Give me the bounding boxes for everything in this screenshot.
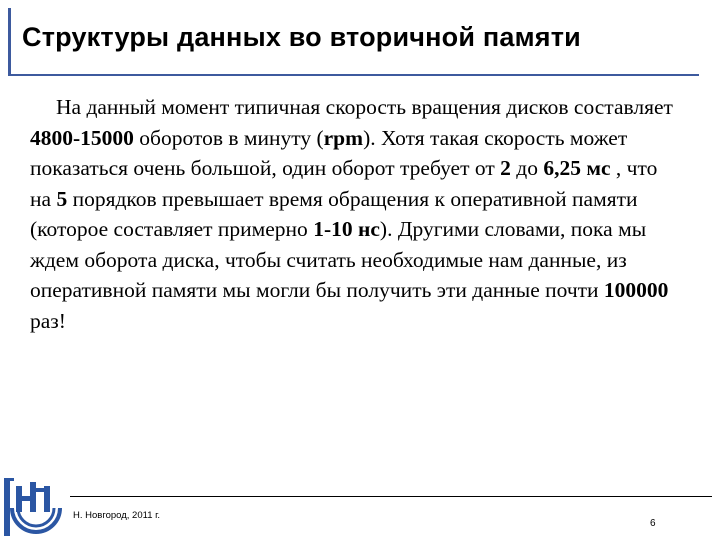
- slide-title: Структуры данных во вторичной памяти: [22, 22, 581, 52]
- body-bold-run: 2: [500, 156, 511, 180]
- body-bold-run: 100000: [603, 278, 669, 302]
- body-text-run: На данный момент типичная скорость вращения дисков составляет: [56, 95, 673, 119]
- body-bold-run: rpm: [323, 125, 364, 150]
- body-bold-run: 6,25 мс: [543, 156, 611, 180]
- footer-location-date: Н. Новгород, 2011 г.: [73, 510, 161, 521]
- body-text-run: порядков превышает время обращения к оперативной памяти (которое составляет примерно: [30, 186, 638, 241]
- body-text-run: до: [510, 156, 544, 180]
- body-text-run: ). Хотя такая скорость может показаться очень большой, один оборот требует от: [30, 125, 628, 180]
- slide-body: [30, 92, 680, 336]
- footer-divider: [70, 496, 712, 497]
- body-text-run: оборотов в минуту (: [133, 125, 324, 150]
- body-text-run: , что на: [30, 156, 658, 211]
- page-number: 6: [650, 518, 656, 529]
- body-bold-run: 4800-15000: [30, 125, 134, 150]
- body-bold-run: 5: [56, 186, 68, 211]
- body-paragraph: [30, 92, 680, 336]
- university-logo: [4, 478, 68, 536]
- body-bold-run: 1-10 нс: [313, 217, 380, 241]
- body-text-run: раз!: [30, 308, 66, 333]
- body-text-run: ). Другими словами, пока мы ждем оборота диска, чтобы считать необходимые нам данные, из оперативной памяти мы могли бы получить эти данные почти: [30, 217, 647, 302]
